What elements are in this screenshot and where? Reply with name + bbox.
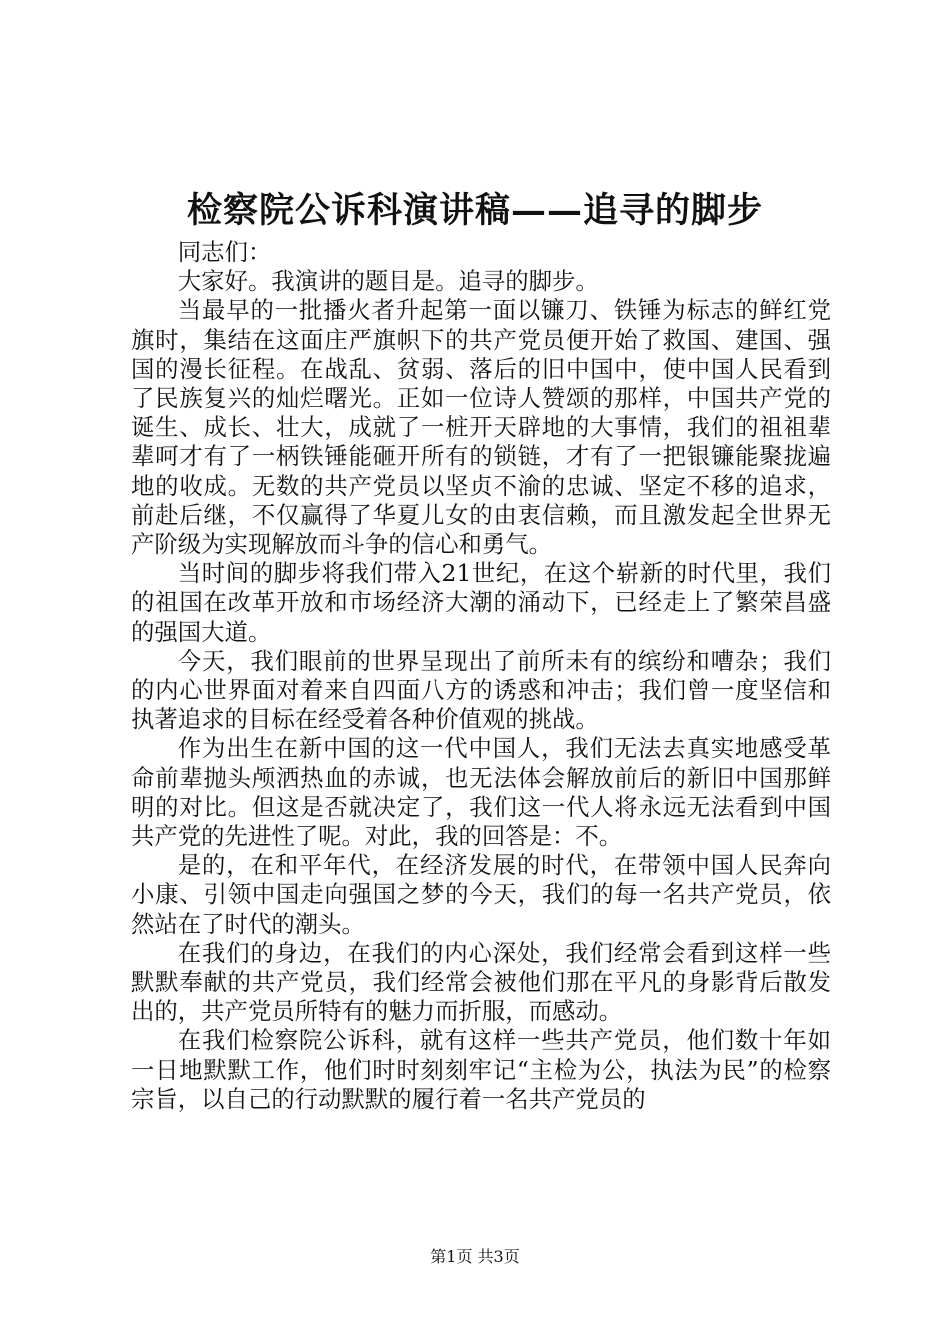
page-footer: 第1页 共3页 <box>430 1247 520 1266</box>
page-title: 检察院公诉科演讲稿——追寻的脚步 <box>186 190 763 231</box>
paragraph: 当时间的脚步将我们带入21世纪，在这个崭新的时代里，我们的祖国在改革开放和市场经济大潮的涌动下，已经走上了繁荣昌盛的强国大道。 <box>131 559 831 646</box>
paragraph: 在我们的身边，在我们的内心深处，我们经常会看到这样一些默默奉献的共产党员，我们经常会被他们那在平凡的身影背后散发出的，共产党员所特有的魅力而折服，而感动。 <box>131 938 831 1026</box>
paragraph: 作为出生在新中国的这一代中国人，我们无法去真实地感受革命前辈抛头颅洒热血的赤诚，也无法体会解放前后的新旧中国那鲜明的对比。但这是否就决定了，我们这一代人将永远无法看到中国共产党的先进性了呢。对此，我的回答是：不。 <box>131 734 831 851</box>
document-body <box>131 238 831 1114</box>
paragraph: 今天，我们眼前的世界呈现出了前所未有的缤纷和嘈杂；我们的内心世界面对着来自四面八方的诱惑和冲击；我们曾一度坚信和执著追求的目标在经受着各种价值观的挑战。 <box>131 646 831 734</box>
paragraph: 当最早的一批播火者升起第一面以镰刀、铁锤为标志的鲜红党旗时，集结在这面庄严旗帜下的共产党员便开始了救国、建国、强国的漫长征程。在战乱、贫弱、落后的旧中国中，使中国人民看到了民族复兴的灿烂曙光。正如一位诗人赞颂的那样，中国共产党的诞生、成长、壮大，成就了一桩开天辟地的大事情，我们的祖祖辈辈呵才有了一柄铁锤能砸开所有的锁链，才有了一把银镰能聚拢遍地的收成。无数的共产党员以坚贞不渝的忠诚、坚定不移的追求，前赴后继，不仅赢得了华夏儿女的由衷信赖，而且激发起全世界无产阶级为实现解放而斗争的信心和勇气。 <box>131 296 831 559</box>
paragraph: 是的，在和平年代，在经济发展的时代，在带领中国人民奔向小康、引领中国走向强国之梦的今天，我们的每一名共产党员，依然站在了时代的潮头。 <box>131 851 831 938</box>
paragraph: 在我们检察院公诉科，就有这样一些共产党员，他们数十年如一日地默默工作，他们时时刻刻牢记“主检为公，执法为民”的检察宗旨，以自己的行动默默的履行着一名共产党员的 <box>131 1026 831 1113</box>
paragraph: 同志们： <box>177 238 272 266</box>
paragraph: 大家好。我演讲的题目是。追寻的脚步。 <box>177 267 599 296</box>
